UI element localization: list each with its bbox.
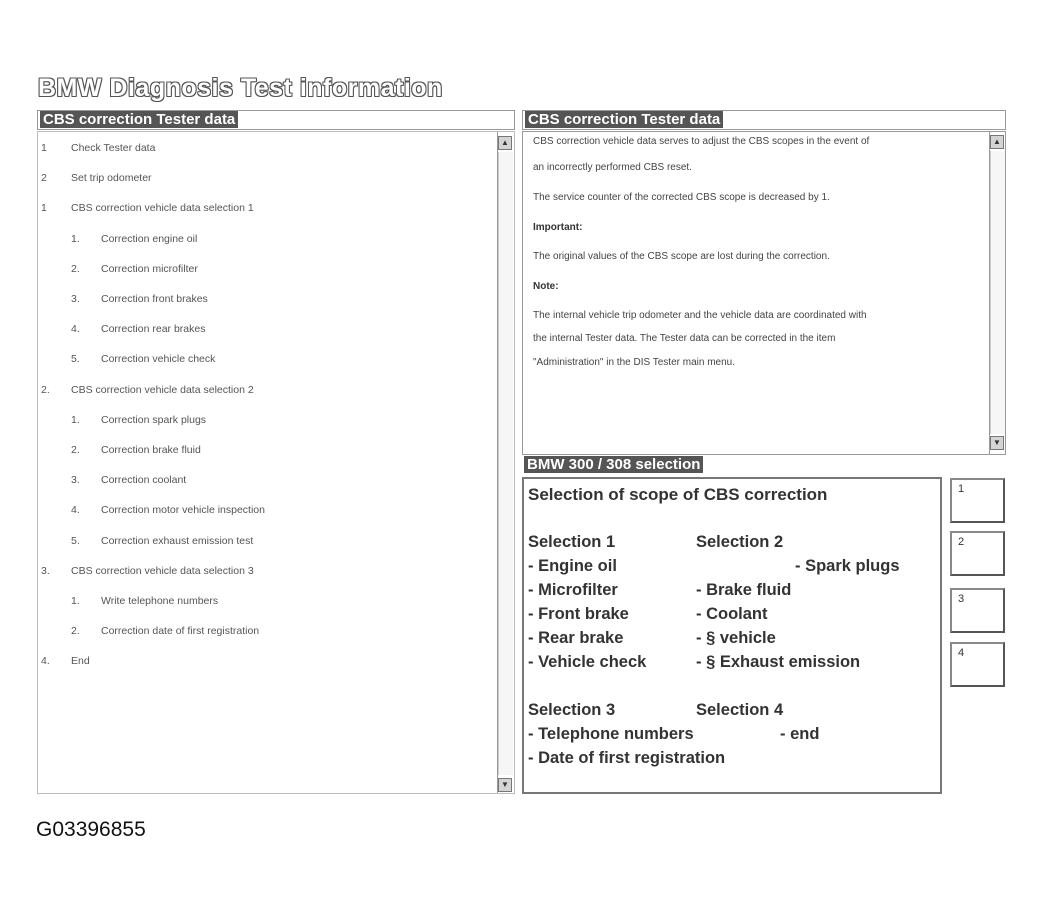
selection-4-title: Selection 4	[696, 701, 784, 719]
app-title: BMW Diagnosis Test information	[38, 74, 443, 102]
tree-item-number: 2	[41, 172, 47, 185]
tree-item-label: Write telephone numbers	[101, 595, 219, 607]
tree-item-label: CBS correction vehicle data selection 3	[71, 564, 254, 577]
info-scrollbar[interactable]	[989, 132, 1004, 454]
tree-item-label: Correction front brakes	[101, 293, 208, 305]
info-panel-header-label: CBS correction Tester data	[525, 111, 723, 128]
tree-item-label: Correction date of first registration	[101, 625, 260, 638]
info-text: "Administration" in the DIS Tester main menu.	[533, 357, 736, 368]
tree-item-number: 4.	[71, 323, 80, 336]
tree-item-number: 1.	[71, 595, 80, 607]
info-text: CBS correction vehicle data serves to adjust the CBS scopes in the event of	[533, 136, 870, 147]
selection-1-item: - Vehicle check	[528, 653, 647, 671]
selection-1-item: - Rear brake	[528, 629, 624, 647]
tree-item-number: 2.	[41, 383, 50, 396]
tree-item-number: 2.	[71, 262, 80, 275]
selection-panel	[522, 477, 942, 794]
tree-item-label: Set trip odometer	[71, 172, 152, 185]
selection-2-item: - § Exhaust emission	[696, 653, 861, 671]
note-label: Note:	[533, 281, 559, 292]
selection-button-3[interactable]: 3	[950, 588, 1005, 633]
selection-2-item: - Spark plugs	[795, 557, 900, 575]
tree-item-number: 2.	[71, 625, 80, 638]
selection-1-item: - Engine oil	[528, 557, 617, 575]
scroll-track[interactable]	[498, 152, 513, 775]
info-text: The original values of the CBS scope are lost during the correction.	[533, 251, 830, 262]
tree-item-number: 1	[41, 142, 47, 154]
selection-heading: Selection of scope of CBS correction	[528, 485, 828, 504]
selection-button-1[interactable]: 1	[950, 478, 1005, 523]
info-panel	[522, 131, 1006, 455]
info-text: an incorrectly performed CBS reset.	[533, 162, 692, 173]
tree-item-label: Correction coolant	[101, 474, 187, 487]
tree-item-number: 1.	[71, 413, 80, 426]
tree-item-number: 3.	[71, 293, 80, 305]
tree-item-label: Correction microfilter	[101, 262, 198, 275]
tree-item-label: End	[71, 655, 90, 668]
tree-item-number: 3.	[71, 474, 80, 487]
tree-item-number: 3.	[41, 564, 50, 577]
selection-2-item: - Coolant	[696, 605, 768, 623]
scroll-track[interactable]	[990, 151, 1005, 434]
tree-item-label: Correction exhaust emission test	[101, 534, 254, 547]
tree-item-number: 4.	[41, 655, 50, 668]
selection-2-item: - § vehicle	[696, 629, 776, 647]
tree-item-label: Correction engine oil	[101, 232, 198, 245]
selection-2-title: Selection 2	[696, 533, 784, 551]
tree-item-number: 5.	[71, 353, 80, 366]
scroll-up-icon[interactable]: ▲	[498, 136, 512, 150]
tree-item-label: Correction motor vehicle inspection	[101, 504, 265, 517]
tree-item-label: CBS correction vehicle data selection 1	[71, 202, 254, 215]
tree-item-label: Correction brake fluid	[101, 444, 201, 456]
info-text: the internal Tester data. The Tester data can be corrected in the item	[533, 333, 836, 344]
left-panel-header-label: CBS correction Tester data	[40, 111, 238, 128]
selection-button-4[interactable]: 4	[950, 642, 1005, 687]
selection-panel-header-label: BMW 300 / 308 selection	[524, 456, 703, 473]
selection-1-item: - Front brake	[528, 605, 629, 623]
selection-button-2[interactable]: 2	[950, 531, 1005, 576]
tree-item-label: Check Tester data	[71, 142, 156, 154]
left-panel-header	[37, 110, 515, 130]
selection-3-item: - Date of first registration	[528, 749, 726, 767]
scroll-up-icon[interactable]: ▲	[990, 135, 1004, 149]
tree-item-number: 2.	[71, 444, 80, 456]
important-label: Important:	[533, 222, 583, 233]
scroll-down-icon[interactable]: ▼	[498, 778, 512, 792]
info-panel-header	[522, 110, 1006, 130]
selection-1-title: Selection 1	[528, 533, 616, 551]
selection-3-title: Selection 3	[528, 701, 616, 719]
test-plan-tree	[37, 131, 515, 794]
scroll-down-icon[interactable]: ▼	[990, 436, 1004, 450]
figure-code: G03396855	[36, 818, 146, 841]
tree-item-label: Correction spark plugs	[101, 413, 207, 426]
selection-3-item: - Telephone numbers	[528, 725, 694, 743]
selection-4-item: - end	[780, 725, 820, 743]
selection-1-item: - Microfilter	[528, 581, 618, 599]
tree-scrollbar[interactable]	[497, 132, 512, 793]
tree-item-label: Correction rear brakes	[101, 323, 206, 336]
info-text: The service counter of the corrected CBS scope is decreased by 1.	[533, 192, 830, 203]
tree-item-number: 4.	[71, 504, 80, 517]
selection-panel-header	[522, 456, 768, 476]
info-text: The internal vehicle trip odometer and the vehicle data are coordinated with	[533, 310, 867, 321]
selection-2-item: - Brake fluid	[696, 581, 792, 599]
tree-item-label: Correction vehicle check	[101, 353, 216, 366]
tree-item-number: 5.	[71, 534, 80, 547]
tree-item-label: CBS correction vehicle data selection 2	[71, 383, 254, 396]
tree-item-number: 1.	[71, 232, 80, 245]
tree-item-number: 1	[41, 202, 47, 215]
